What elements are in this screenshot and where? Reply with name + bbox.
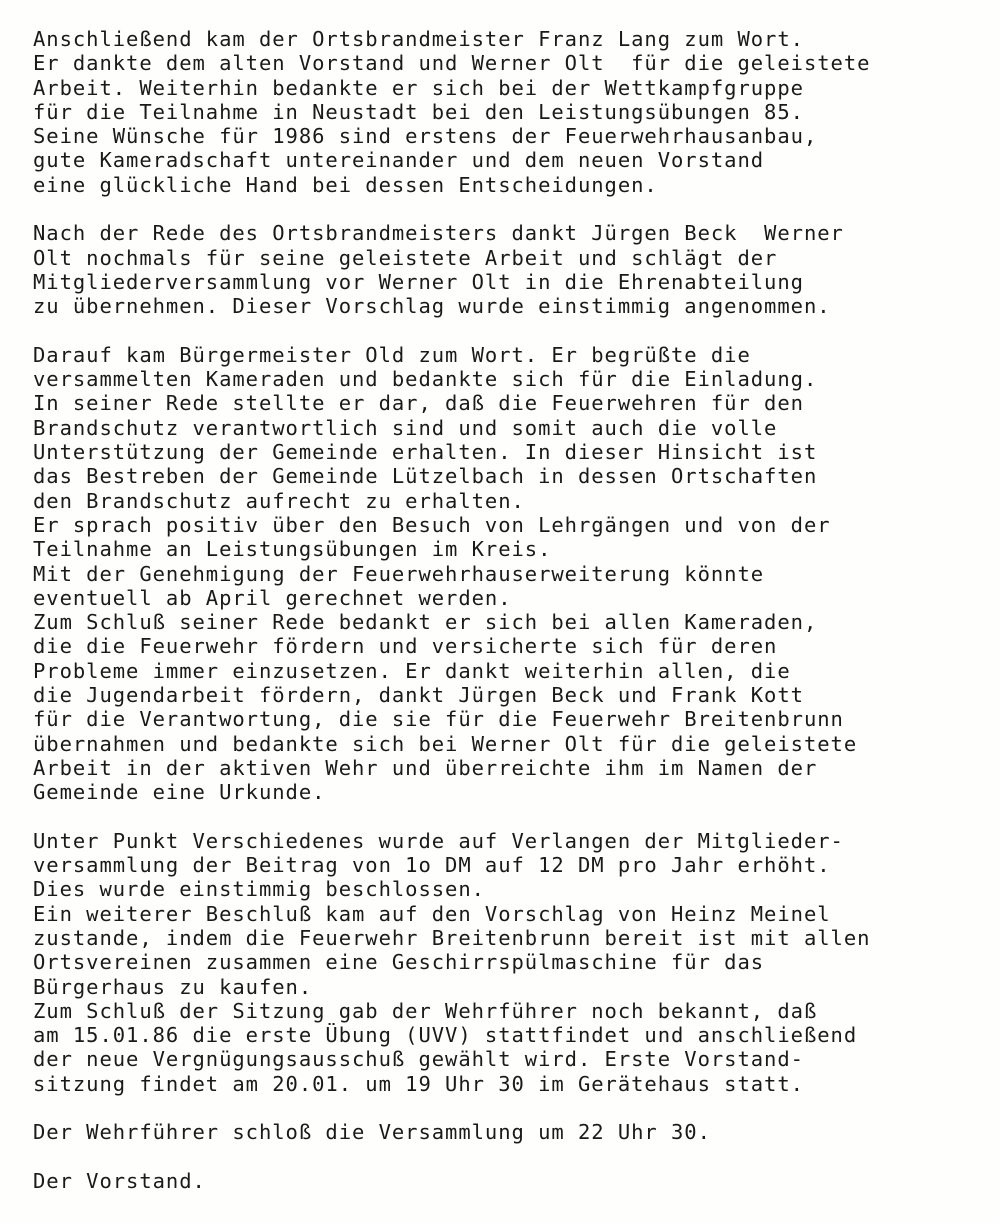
text-line: Arbeit in der aktiven Wehr und überreichte ihm im Namen der <box>33 755 818 780</box>
text-line: am 15.01.86 die erste Übung (UVV) stattfindet und anschließend <box>33 1023 858 1048</box>
text-line: Unter Punkt Verschiedenes wurde auf Verlangen der Mitglieder- <box>33 828 844 853</box>
text-line: Bürgerhaus zu kaufen. <box>33 974 313 999</box>
text-line: Ortsvereinen zusammen eine Geschirrspülmaschine für das <box>33 950 765 975</box>
text-line: Anschließend kam der Ortsbrandmeister Franz Lang zum Wort. <box>33 27 804 51</box>
text-line: Olt nochmals für seine geleistete Arbeit und schlägt der <box>33 245 778 270</box>
text-line: die Jugendarbeit fördern, dankt Jürgen Beck und Frank Kott <box>33 683 804 708</box>
text-line: Darauf kam Bürgermeister Old zum Wort. Er begrüßte die <box>33 342 751 367</box>
text-line: Er dankte dem alten Vorstand und Werner Olt für die geleistete <box>33 51 871 76</box>
text-line: den Brandschutz aufrecht zu erhalten. <box>33 488 525 513</box>
text-line: Gemeinde eine Urkunde. <box>33 780 326 805</box>
paragraph <box>33 829 993 1096</box>
text-line: Zum Schluß der Sitzung gab der Wehrführer noch bekannt, daß <box>33 998 818 1023</box>
paragraph <box>33 27 993 197</box>
document-body <box>33 27 993 1193</box>
text-line: In seiner Rede stellte er dar, daß die Feuerwehren für den <box>33 391 804 416</box>
text-line: zu übernehmen. Dieser Vorschlag wurde einstimmig angenommen. <box>33 294 831 319</box>
text-line: Der Wehrführer schloß die Versammlung um 22 Uhr 30. <box>33 1120 711 1145</box>
text-line: Mitgliederversammlung vor Werner Olt in die Ehrenabteilung <box>33 269 804 294</box>
text-line: Probleme immer einzusetzen. Er dankt weiterhin allen, die <box>33 658 791 683</box>
text-line: Er sprach positiv über den Besuch von Lehrgängen und von der <box>33 512 831 537</box>
text-line: für die Verantwortung, die sie für die Feuerwehr Breitenbrunn <box>33 707 844 732</box>
paragraph <box>33 221 993 318</box>
text-line: zustande, indem die Feuerwehr Breitenbrunn bereit ist mit allen <box>33 925 871 950</box>
text-line: Brandschutz verantwortlich sind und somit auch die volle <box>33 415 778 440</box>
text-line: Dies wurde einstimmig beschlossen. <box>33 877 485 902</box>
text-line: eventuell ab April gerechnet werden. <box>33 585 512 610</box>
text-line: Teilnahme an Leistungsübungen im Kreis. <box>33 537 552 562</box>
paragraph <box>33 1169 993 1193</box>
text-line: Mit der Genehmigung der Feuerwehrhauserweiterung könnte <box>33 561 765 586</box>
text-line: eine glückliche Hand bei dessen Entscheidungen. <box>33 172 658 197</box>
text-line: Unterstützung der Gemeinde erhalten. In dieser Hinsicht ist <box>33 440 818 465</box>
text-line: Arbeit. Weiterhin bedankte er sich bei der Wettkampfgruppe <box>33 75 804 100</box>
text-line: Zum Schluß seiner Rede bedankt er sich bei allen Kameraden, <box>33 610 818 635</box>
text-line: Seine Wünsche für 1986 sind erstens der Feuerwehrhausanbau, <box>33 124 818 149</box>
text-line: Nach der Rede des Ortsbrandmeisters dankt Jürgen Beck Werner <box>33 221 844 246</box>
text-line: sitzung findet am 20.01. um 19 Uhr 30 im Gerätehaus statt. <box>33 1071 804 1096</box>
text-line: für die Teilnahme in Neustadt bei den Leistungsübungen 85. <box>33 99 804 124</box>
paragraph <box>33 343 993 805</box>
text-line: das Bestreben der Gemeinde Lützelbach in dessen Ortschaften <box>33 464 818 489</box>
text-line: Der Vorstand. <box>33 1168 206 1193</box>
text-line: übernahmen und bedankte sich bei Werner Olt für die geleistete <box>33 731 858 756</box>
text-line: versammlung der Beitrag von 1o DM auf 12 DM pro Jahr erhöht. <box>33 853 831 878</box>
text-line: gute Kameradschaft untereinander und dem neuen Vorstand <box>33 148 765 173</box>
text-line: der neue Vergnügungsausschuß gewählt wird. Erste Vorstand- <box>33 1047 804 1072</box>
text-line: die die Feuerwehr fördern und versicherte sich für deren <box>33 634 778 659</box>
text-line: Ein weiterer Beschluß kam auf den Vorschlag von Heinz Meinel <box>33 901 831 926</box>
text-line: versammelten Kameraden und bedankte sich für die Einladung. <box>33 367 818 392</box>
paragraph <box>33 1120 993 1144</box>
